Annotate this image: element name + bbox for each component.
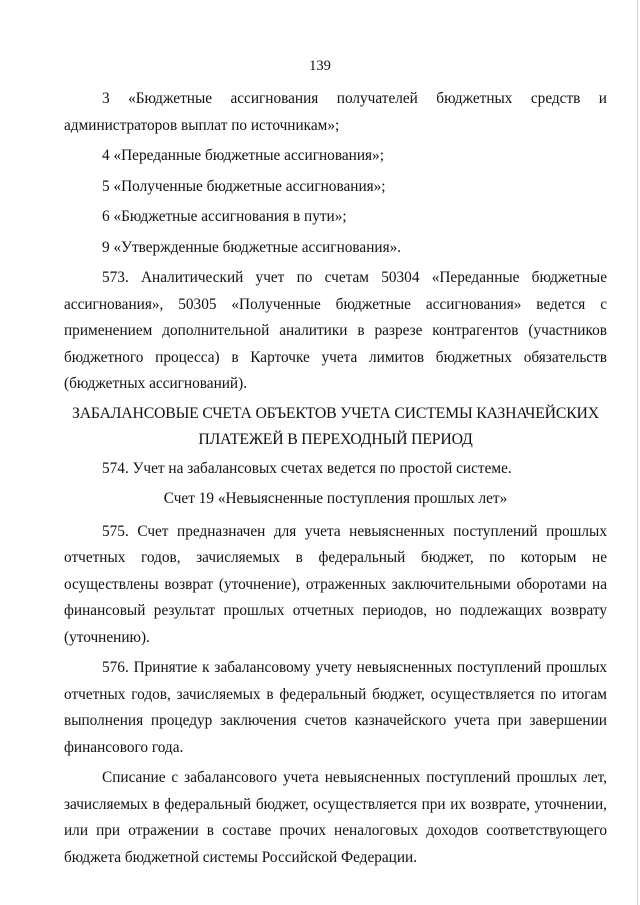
paragraph-575: 575. Счет предназначен для учета невыясненных поступлений прошлых отчетных годов, зачисляемых в федеральный бюджет, по которым не осуществлены возврат (уточнение), отраженных заключительными оборотами на финансовый результат прошлых отчетных периодов, но подлежащих возврату (уточнению). — [64, 522, 607, 646]
list-item-9: 9 «Утвержденные бюджетные ассигнования». — [102, 238, 402, 256]
document-body — [64, 86, 607, 871]
section-heading-line-2: ПЛАТЕЖЕЙ В ПЕРЕХОДНЫЙ ПЕРИОД — [198, 431, 473, 448]
list-item-4: 4 «Переданные бюджетные ассигнования»; — [102, 147, 384, 164]
page-edge — [637, 0, 638, 905]
section-heading-line-1: ЗАБАЛАНСОВЫЕ СЧЕТА ОБЪЕКТОВ УЧЕТА СИСТЕМЫ КАЗНАЧЕЙСКИХ — [72, 404, 599, 422]
list-item-5: 5 «Полученные бюджетные ассигнования»; — [102, 177, 386, 195]
list-item-3: 3 «Бюджетные ассигнования получателей бюджетных средств и администраторов выплат по источникам»; — [64, 90, 607, 134]
paragraph-577: Списание с забалансового учета невыясненных поступлений прошлых лет, зачисляемых в федеральный бюджет, осуществляется при их возврате, уточнении, или при отражении в составе прочих неналоговых доходов соответствующего бюджета бюджетной системы Российской Федерации. — [64, 769, 607, 866]
list-item-6: 6 «Бюджетные ассигнования в пути»; — [102, 208, 347, 225]
page-number: 139 — [309, 58, 331, 74]
account-19-title: Счет 19 «Невыясненные поступления прошлых лет» — [163, 490, 508, 507]
paragraph-576: 576. Принятие к забалансовому учету невыясненных поступлений прошлых отчетных годов, зачисляемых в федеральный бюджет, осуществляется по итогам выполнения процедур заключения счетов казначейского учета при завершении финансового года. — [64, 659, 607, 756]
paragraph-573: 573. Аналитический учет по счетам 50304 «Переданные бюджетные ассигнования», 50305 «Полученные бюджетные ассигнования» ведется с применением дополнительной аналитики в разрезе контрагентов (участников бюджетного процесса) в Карточке учета лимитов бюджетных обязательств (бюджетных ассигнований). — [64, 269, 607, 392]
paragraph-574: 574. Учет на забалансовых счетах ведется по простой системе. — [102, 459, 512, 477]
section-heading — [64, 401, 607, 454]
